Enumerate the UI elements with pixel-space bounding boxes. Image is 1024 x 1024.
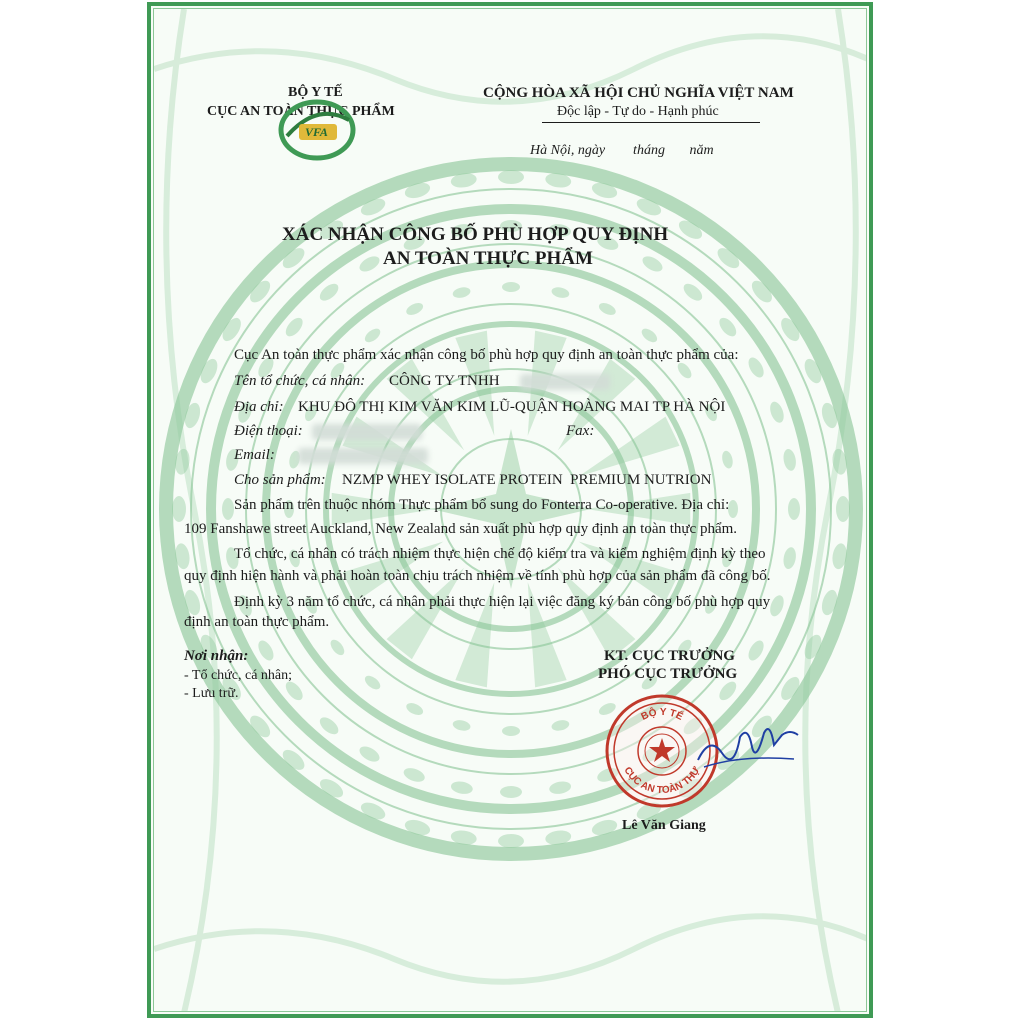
seal-top-text: BỘ Y TẾ	[639, 706, 685, 723]
redacted-phone	[312, 424, 422, 440]
document-title-line2: AN TOÀN THỰC PHẨM	[383, 248, 593, 269]
place-and-date: Hà Nội, ngày tháng năm	[530, 143, 714, 158]
signer-name: Lê Văn Giang	[622, 818, 706, 833]
seal-bottom-text: CỤC AN TOÀN THỰ	[621, 765, 703, 797]
fax-label: Fax:	[566, 423, 595, 439]
org-value: CÔNG TY TNHH	[389, 373, 500, 389]
address-value: KHU ĐÔ THỊ KIM VĂN KIM LŨ-QUẬN HOÀNG MAI TP HÀ NỘI	[298, 399, 726, 415]
org-label: Tên tổ chức, cá nhân:	[234, 373, 366, 389]
signature-title-line2: PHÓ CỤC TRƯỞNG	[598, 666, 738, 682]
national-motto: Độc lập - Tự do - Hạnh phúc	[557, 104, 719, 119]
intro-text: Cục An toàn thực phẩm xác nhận công bố phù hợp quy định an toàn thực phẩm của:	[234, 347, 739, 363]
handwritten-signature	[690, 715, 800, 785]
email-label: Email:	[234, 447, 275, 463]
recipients-title: Nơi nhận:	[184, 648, 249, 664]
country-name: CỘNG HÒA XÃ HỘI CHỦ NGHĨA VIỆT NAM	[483, 85, 794, 101]
motto-underline	[542, 122, 760, 123]
product-label: Cho sản phẩm:	[234, 472, 326, 488]
ministry-name: BỘ Y TẾ	[288, 85, 343, 100]
recipient-item: - Tổ chức, cá nhân;	[184, 668, 293, 683]
paragraph3-line1: Định kỳ 3 năm tổ chức, cá nhân phải thực hiện lại việc đăng ký bản công bố phù hợp quy	[234, 594, 771, 610]
document-title-line1: XÁC NHẬN CÔNG BỐ PHÙ HỢP QUY ĐỊNH	[282, 224, 669, 245]
recipient-item: - Lưu trữ.	[184, 686, 239, 701]
paragraph1-line2: 109 Fanshawe street Auckland, New Zealand sản xuất phù hợp quy định an toàn thực phẩm.	[184, 521, 738, 537]
signature-title-line1: KT. CỤC TRƯỞNG	[604, 648, 735, 664]
paragraph3-line2: định an toàn thực phẩm.	[184, 614, 330, 630]
vfa-logo	[277, 92, 357, 162]
address-label: Địa chỉ:	[234, 399, 284, 415]
phone-label: Điện thoại:	[234, 423, 303, 439]
paragraph1-line1: Sản phẩm trên thuộc nhóm Thực phẩm bổ sung do Fonterra Co-operative. Địa chỉ:	[234, 497, 730, 513]
redacted-org-name	[520, 374, 610, 390]
agency-name: CỤC AN TOÀN THỰC PHẨM	[207, 104, 395, 119]
paragraph2-line2: quy định hiện hành và phải hoàn toàn chịu trách nhiệm về tính phù hợp của sản phẩm đã công bố.	[184, 568, 771, 584]
vfa-logo-text: VFA	[305, 125, 328, 139]
product-value: NZMP WHEY ISOLATE PROTEIN PREMIUM NUTRION	[342, 472, 712, 488]
redacted-email	[298, 448, 428, 464]
paragraph2-line1: Tổ chức, cá nhân có trách nhiệm thực hiện chế độ kiểm tra và kiểm nghiệm định kỳ theo	[234, 546, 766, 562]
